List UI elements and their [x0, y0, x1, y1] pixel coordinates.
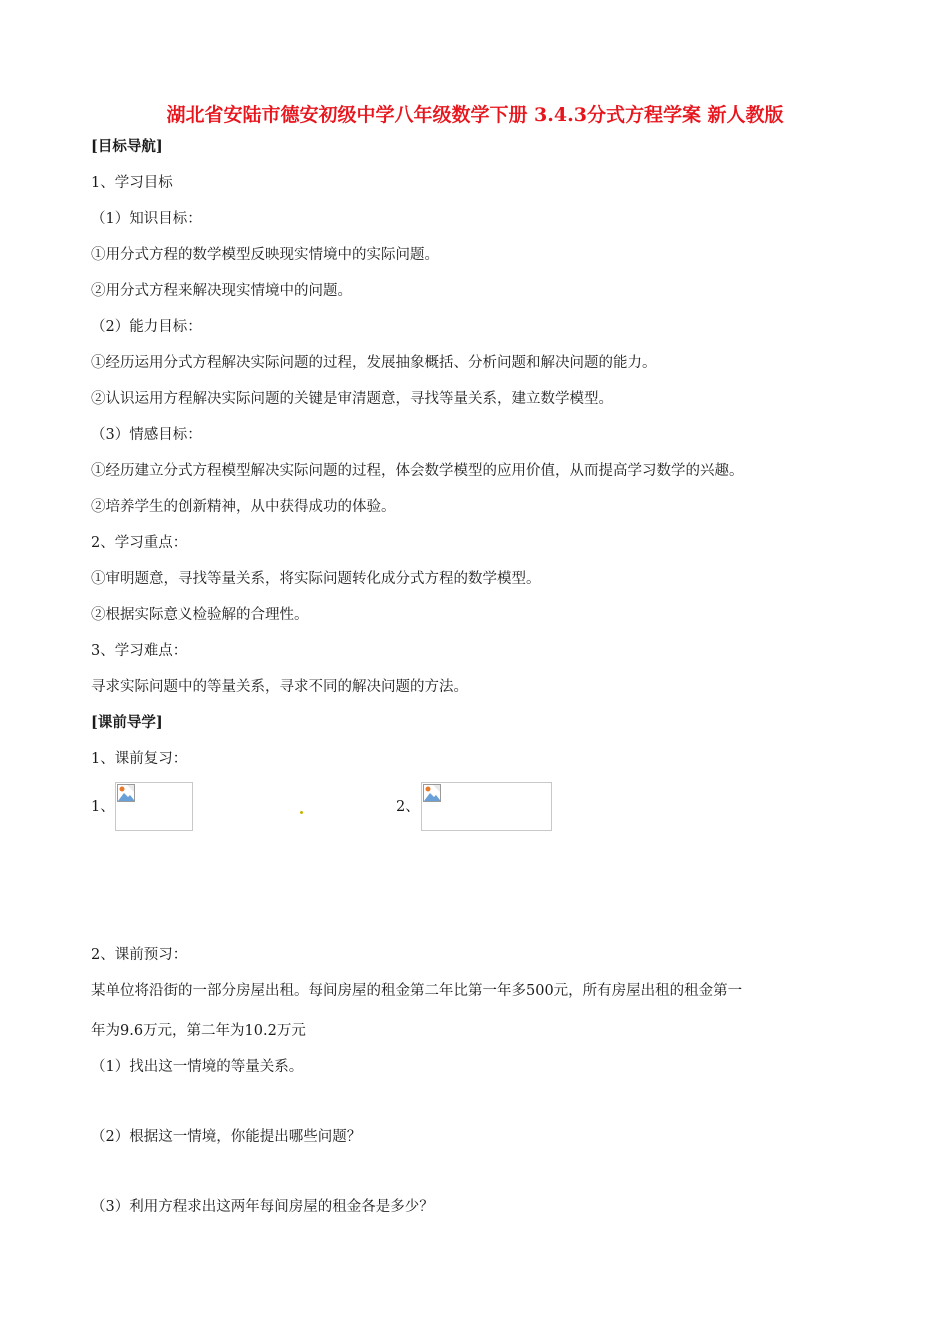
stray-mark: [300, 811, 303, 814]
knowledge-goal-item-2: ②用分式方程来解决现实情境中的问题。: [91, 283, 352, 299]
document-title: 湖北省安陆市德安初级中学八年级数学下册 3.4.3分式方程学案 新人教版: [166, 104, 784, 126]
preview-problem-line-2: 年为9.6万元，第二年为10.2万元: [91, 1023, 306, 1039]
key-point-item-2: ②根据实际意义检验解的合理性。: [91, 607, 309, 623]
review-item-2-number: 2、: [396, 799, 420, 815]
question-2: （2）根据这一情境，你能提出哪些问题？: [91, 1129, 362, 1145]
key-point-item-1: ①审明题意，寻找等量关系，将实际问题转化成分式方程的数学模型。: [91, 571, 541, 587]
preview-heading: 2、课前预习：: [91, 947, 188, 963]
difficulty-heading: 3、学习难点：: [91, 643, 188, 659]
ability-goal-item-2: ②认识运用方程解决实际问题的关键是审清题意，寻找等量关系，建立数学模型。: [91, 391, 613, 407]
broken-image-icon: [117, 784, 135, 802]
broken-image-icon: [423, 784, 441, 802]
review-image-1: [115, 782, 193, 831]
ability-goal-heading: （2）能力目标：: [91, 319, 202, 335]
difficulty-item: 寻求实际问题中的等量关系，寻求不同的解决问题的方法。: [91, 679, 468, 695]
section-heading-goals: [目标导航]: [91, 138, 163, 155]
emotion-goal-heading: （3）情感目标：: [91, 427, 202, 443]
knowledge-goal-item-1: ①用分式方程的数学模型反映现实情境中的实际问题。: [91, 247, 439, 263]
section-heading-preview: [课前导学]: [91, 714, 163, 731]
review-image-2: [421, 782, 552, 831]
emotion-goal-item-1: ①经历建立分式方程模型解决实际问题的过程，体会数学模型的应用价值，从而提高学习数学的兴趣。: [91, 463, 744, 479]
review-heading: 1、课前复习：: [91, 751, 188, 767]
knowledge-goal-heading: （1）知识目标：: [91, 211, 202, 227]
review-item-1-number: 1、: [91, 799, 115, 815]
question-3: （3）利用方程求出这两年每间房屋的租金各是多少？: [91, 1199, 434, 1215]
preview-problem-line-1: 某单位将沿街的一部分房屋出租。每间房屋的租金第二年比第一年多500元，所有房屋出租的租金第一: [91, 983, 743, 999]
learning-goals-heading: 1、学习目标: [91, 175, 173, 191]
emotion-goal-item-2: ②培养学生的创新精神，从中获得成功的体验。: [91, 499, 396, 515]
ability-goal-item-1: ①经历运用分式方程解决实际问题的过程，发展抽象概括、分析问题和解决问题的能力。: [91, 355, 657, 371]
key-points-heading: 2、学习重点：: [91, 535, 188, 551]
question-1: （1）找出这一情境的等量关系。: [91, 1059, 304, 1075]
